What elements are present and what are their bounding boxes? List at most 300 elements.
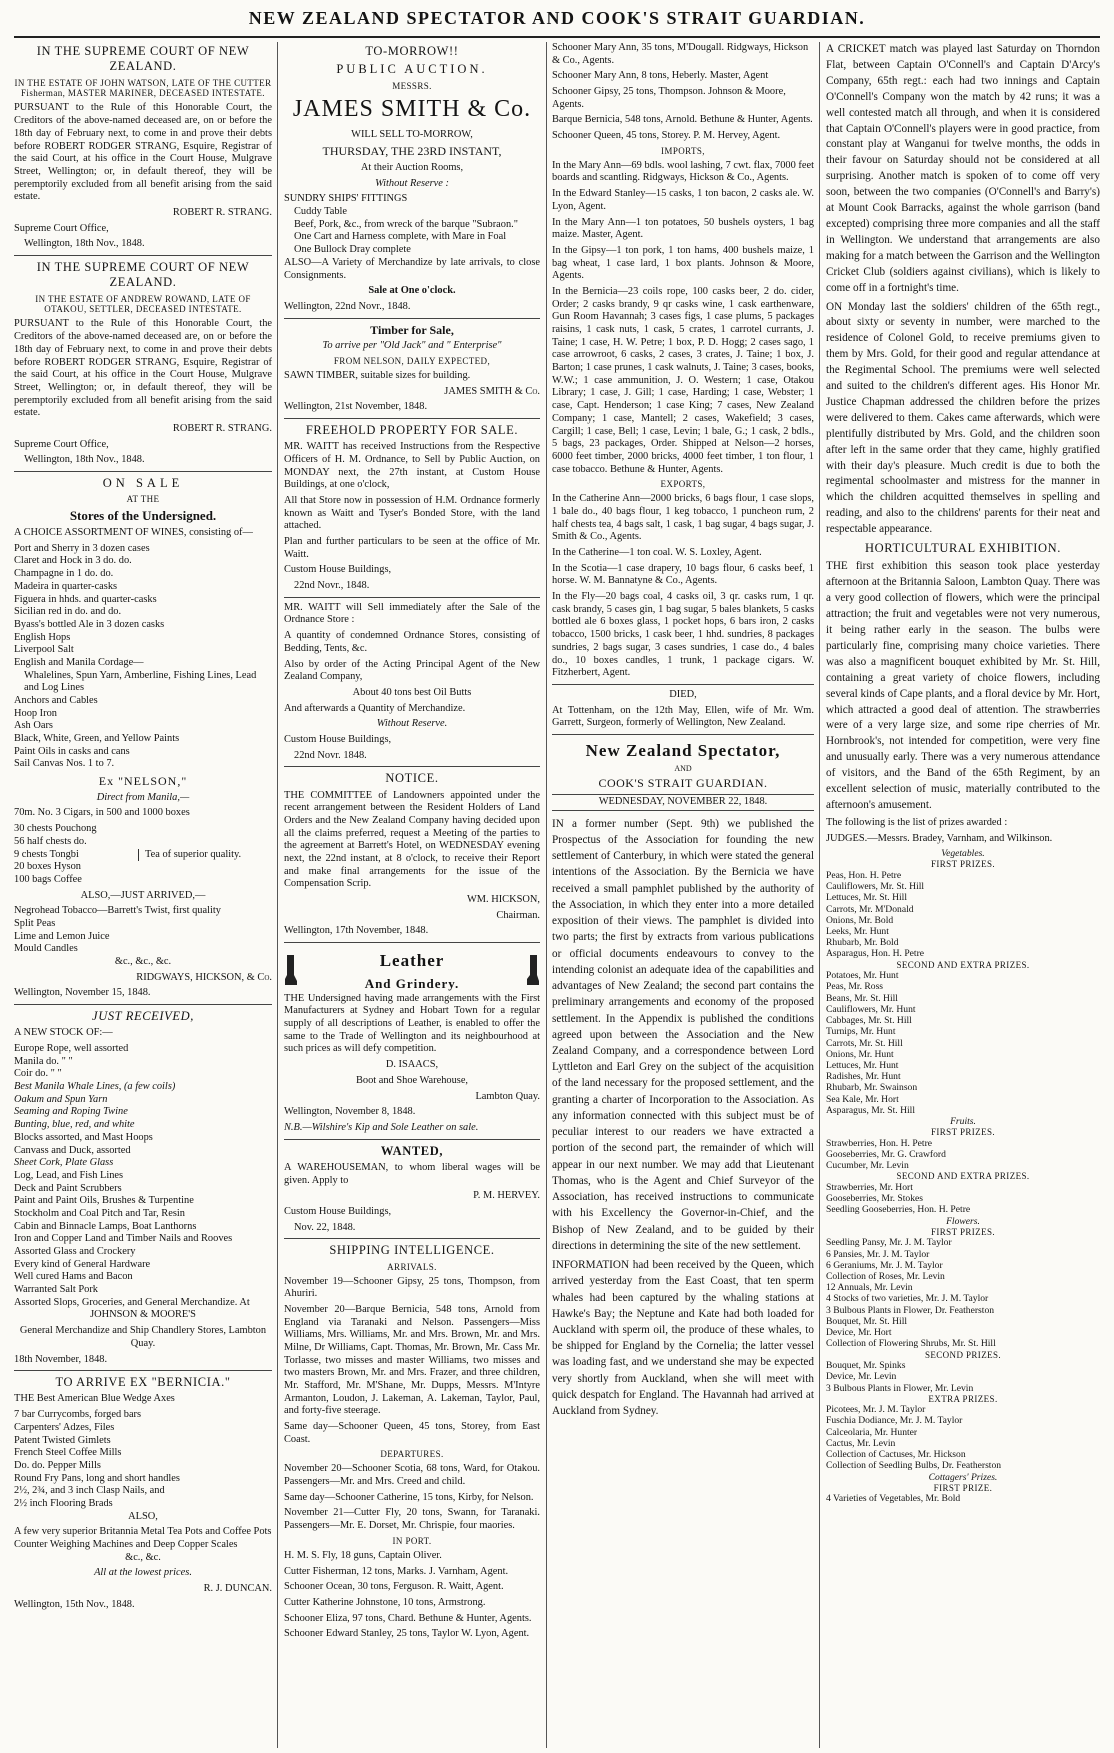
advert-heading: Leather [379, 951, 445, 971]
paper-title: New Zealand Spectator, [585, 740, 781, 760]
advert-office: Custom House Buildings, [284, 1205, 392, 1217]
advert-date: 22nd Novr. 1848. [294, 749, 367, 761]
prize-item: Beans, Mr. St. Hill [826, 992, 898, 1004]
also-line: ALSO, [128, 1510, 158, 1522]
inport-item: H. M. S. Fly, 18 guns, Captain Oliver. [284, 1549, 442, 1561]
advert-signature: R. J. DUNCAN. [203, 1583, 272, 1595]
shipping-intelligence [284, 1243, 540, 1641]
prize-item: Collection of Flowering Shrubs, Mr. St. Hill [826, 1338, 996, 1350]
import-item: In the Mary Ann—1 ton potatoes, 50 bushels oysters, 1 bag maize. Master, Agent. [552, 216, 814, 241]
prize-item: Gooseberries, Mr. Stokes [826, 1193, 923, 1205]
prize-item: 4 Varieties of Vegetables, Mr. Bold [826, 1493, 961, 1505]
court-notice-watson [14, 44, 272, 251]
list-item: Paint Oils in casks and cans [14, 745, 130, 757]
departures-heading: DEPARTURES. [380, 1449, 444, 1460]
advert-date: Wellington, November 8, 1848. [284, 1106, 416, 1118]
advert-date: 22nd Novr., 1848. [294, 580, 370, 592]
list-item: Do. do. Pepper Mills [14, 1459, 101, 1471]
list-item: Coir do. " " [14, 1068, 62, 1080]
column-divider [546, 42, 547, 1748]
prize-category: Cottagers' Prizes. [928, 1471, 998, 1483]
died-notice: At Tottenham, on the 12th May, Ellen, wife of Mr. Wm. Garrett, Surgeon, formerly of Wellington, New Zealand. [552, 704, 814, 729]
list-item: Black, White, Green, and Yellow Paints [14, 733, 180, 745]
prize-item: Carrots, Mr. M'Donald [826, 903, 914, 915]
prize-category: Fruits. [950, 1116, 976, 1128]
column-divider [819, 42, 820, 1748]
prize-item: Bouquet, Mr. St. Hill [826, 1315, 908, 1327]
list-item: Anchors and Cables [14, 695, 98, 707]
list-item: Whalelines, Spun Yarn, Amberline, Fishing Lines, Lead and Log Lines [24, 669, 257, 694]
notice-heading: IN THE SUPREME COURT OF NEW ZEALAND. [36, 260, 250, 290]
list-item: Assorted Slops, Groceries, and General Merchandize. At [14, 1296, 250, 1308]
exports-list [552, 493, 814, 680]
list-item: Iron and Copper Land and Timber Nails and Rooves [14, 1233, 233, 1245]
advert-body: Also by order of the Acting Principal Agent of the New Zealand Company, [284, 658, 540, 683]
divider [552, 734, 814, 735]
imports-heading: IMPORTS, [661, 145, 705, 156]
prize-item: Strawberries, Mr. Hort [826, 1181, 913, 1193]
ex-nelson: Ex "NELSON," [98, 774, 188, 789]
prize-item: 6 Geraniums, Mr. J. M. Taylor [826, 1259, 943, 1271]
divider [284, 1139, 540, 1140]
on-sale-advert [14, 476, 272, 1000]
divider [14, 255, 272, 256]
etc-line: &c., &c. [125, 1551, 161, 1563]
advert-stores: Stores of the Undersigned. [69, 508, 217, 524]
waitt-advert [284, 602, 540, 763]
advert-body: A WAREHOUSEMAN, to whom liberal wages will be given. Apply to [284, 1161, 540, 1186]
import-item: In the Bernicia—23 coils rope, 100 casks beer, 2 do. cider, Order; 2 casks brandy, 9 qr casks wine, 1 cask earthenware, Gun Room Havannah; 3 cases figs, 1 case plums, 5 packages raisins, 1 cask nuts, 1 cask, 5 crates, 1 carrotel currants, J. Taine; 1 case, H. W. Petre; 1 box, P. D. Hogg; 2 cases sago, 1 case arrowroot, 6 casks, 2 cases, 3 crates, J. Taine; 1 box, J. Barton; 1 case prunes, 1 cask walnuts, J. Taine; 3 cases, books, W.W.; 1 case ammunition, J. O. Western; 1 case, Otakou Library; 1 case, J. Gill; 1 case, Harding; 1 case, Webster; 1 case, Capt. Henderson; 1 case King; 7 cases, New Zealand Company; 1 case, Mantell; 2 cases, Wakefield; 3 cases, Cargill; 1 case, Bell; 1 case, Levin; 1 bale, G.; 1 cask, 2 bdls., 5 bags, 23 packages, Order. Shipped at Nelson—2 horses, 6000 feet timber, 2000 bricks, 4000 feet timber, 1 ton flour, 1 case tobacco. Bethune & Hunter, Agents. [552, 285, 814, 475]
list-item: Cabin and Binnacle Lamps, Boat Lanthorns [14, 1220, 197, 1232]
notice-office: Supreme Court Office, [14, 222, 109, 234]
prize-item: 3 Bulbous Plants in Flower, Mr. Levin [826, 1382, 974, 1394]
tea-note: Tea of superior quality. [138, 849, 245, 862]
inport-item: Schooner Queen, 45 tons, Storey. P. M. Hervey, Agent. [552, 130, 781, 142]
advert-office: Custom House Buildings, [284, 564, 392, 576]
list-item: 20 boxes Hyson [14, 861, 81, 873]
sale-time: Sale at One o'clock. [368, 285, 456, 297]
list-item: French Steel Coffee Mills [14, 1447, 122, 1459]
list-item: Round Fry Pans, long and short handles [14, 1472, 180, 1484]
inport-item: Schooner Edward Stanley, 25 tons, Taylor W. Lyon, Agent. [284, 1628, 530, 1640]
notice-body: PURSUANT to the Rule of this Honorable Court, the Creditors of the above-named deceased are, on or before the 18th day of February next, to come in and prove their debts before ROBERT RODGER STRANG, Esquire, Registrar of the said Court, at his office in the Court House, Mulgrave Street, Wellington; or, in default thereof, they will be peremptorily excluded from all benefit arising from the said estate. [14, 102, 272, 203]
prize-item: Gooseberries, Mr. G. Crawford [826, 1149, 946, 1161]
advert-date: Wellington, 15th Nov., 1848. [14, 1598, 135, 1610]
paper-subtitle: COOK'S STRAIT GUARDIAN. [598, 776, 768, 791]
notice-body: PURSUANT to the Rule of this Honorable Court, the Creditors of the above-named deceased are, on or before the 18th day of February next, to come in and prove their debts before ROBERT RODGER STRANG, Esquire, Registrar of the said Court, at his office in the Court House, Mulgrave Street, Wellington; or, in default thereof, they will be peremptorily excluded from all benefit arising from the said estate. [14, 318, 272, 419]
advert-subheading: PUBLIC AUCTION. [336, 62, 488, 77]
auction-place: At their Auction Rooms, [360, 162, 464, 174]
notice-date: Wellington, 18th Nov., 1848. [24, 238, 145, 250]
advert-date: Wellington, 22nd Novr., 1848. [284, 300, 411, 312]
list-item: Log, Lead, and Fish Lines [14, 1169, 124, 1181]
advert-body: MR. WAITT will Sell immediately after the Sale of the Ordnance Store : [284, 601, 540, 626]
etc-line: &c., &c., &c. [114, 956, 172, 968]
advert-heading: FREEHOLD PROPERTY FOR SALE. [305, 422, 519, 437]
advert-date: Nov. 22, 1848. [294, 1221, 356, 1233]
list-item: Canvass and Duck, assorted [14, 1144, 131, 1156]
prize-class: SECOND AND EXTRA PRIZES. [896, 1171, 1030, 1182]
list-item: Split Peas [14, 917, 56, 929]
tea-list [14, 823, 134, 886]
inport-heading: IN PORT. [392, 1535, 432, 1546]
will-sell: WILL SELL TO-MORROW, [351, 128, 473, 140]
inport-item: Cutter Fisherman, 12 tons, Marks. J. Varnham, Agent. [284, 1565, 509, 1577]
firm-name: JAMES SMITH & Co. [292, 96, 532, 123]
column-divider [277, 42, 278, 1748]
prize-item: Strawberries, Hon. H. Petre [826, 1137, 933, 1149]
list-item: 2½ inch Flooring Brads [14, 1497, 113, 1509]
column-2 [284, 42, 540, 1748]
advert-heading: TO-MORROW!! [365, 44, 459, 58]
advert-heading: Timber for Sale, [370, 322, 454, 337]
prize-item: Cabbages, Mr. St. Hill [826, 1015, 912, 1027]
list-item: Best Manila Whale Lines, (a few coils) [14, 1081, 176, 1093]
list-item: Seaming and Roping Twine [14, 1106, 128, 1118]
prize-category: Flowers. [946, 1215, 980, 1227]
divider [14, 471, 272, 472]
prize-item: Radishes, Mr. Hunt [826, 1071, 901, 1083]
prize-item: Cauliflowers, Mr. St. Hill [826, 881, 925, 893]
prize-item: Leeks, Mr. Hunt [826, 926, 889, 938]
divider [284, 766, 540, 767]
divider [284, 942, 540, 943]
import-item: In the Mary Ann—69 bdls. wool lashing, 7 cwt. flax, 7000 feet boards and scantling. Ridgways, Hickson & Co., Agents. [552, 159, 814, 184]
cricket-report: A CRICKET match was played last Saturday on Thorndon Flat, between Captain O'Connell's and Captain D'Arcy's Company, 65th regt.: each had two innings and Captain O'Connell's Company won the match by 42 runs; it was a well contested match all through, and when it is considered that Captain O'Connell's players were in good practice, from constant play at Wanganui for twelve months, the odds in their favour on Saturday should not be considered at all surprising. Another match is spoken of to come off very soon, between the two companies (O'Connell's and Barry's) at Mount Cook Barracks, against the whole garrison (band excepted) comprising three more companies and all the staff in Wellington. We understand that arrangements are also making for a match between the Garrison and the Wellington Cricket Club (soldiers against civilians), which is likely to come off in a fortnight's time. [826, 43, 1100, 294]
prize-item: Onions, Mr. Bold [826, 914, 894, 926]
court-notice-rowand [14, 260, 272, 467]
prize-class: FIRST PRIZES. [930, 1127, 996, 1138]
list-item: English Hops [14, 631, 71, 643]
divider [284, 597, 540, 598]
leather-titles [365, 947, 460, 993]
list-item: Cuddy Table [294, 206, 348, 218]
list-item: Europe Rope, well assorted [14, 1043, 129, 1055]
prize-item: Seedling Gooseberries, Hon. H. Petre [826, 1204, 971, 1216]
leather-advert [284, 947, 540, 1134]
prize-class: SECOND PRIZES. [924, 1349, 1002, 1360]
divider [284, 318, 540, 319]
advert-firm: Boot and Shoe Warehouse, [355, 1074, 469, 1086]
prize-item: Rhubarb, Mr. Bold [826, 937, 899, 949]
advert-body: MR. WAITT has received Instructions from the Respective Officers of H. M. Ordnance, to Sell by Public Auction, on MONDAY next, the 27th instant, at Custom House Buildings, at one o'clock, [284, 441, 540, 491]
section-heading: SHIPPING INTELLIGENCE. [329, 1243, 495, 1258]
list-item: Claret and Hock in 3 do. do. [14, 555, 132, 567]
list-item: Stockholm and Coal Pitch and Tar, Resin [14, 1207, 185, 1219]
export-item: In the Scotia—1 case drapery, 10 bags flour, 6 casks beef, 1 horse. W. M. Bannatyne & Co., Agents. [552, 562, 814, 587]
editorial-canterbury: IN a former number (Sept. 9th) we published the Prospectus of the Association for founding the new settlement of Canterbury, in which were stated the general intentions of the Association. By the Bernicia we have received a small pamphlet published by the authority of the Association, in which they enter into a more detailed exposition of their views. The pamphlet is divided into two parts; the first by extracts from various publications or official documents endeavours to convey to the intending colonist an adequate idea of the capabilities and advantages of New Zealand; the second part contains the preliminary arrangements and economy of the proposed settlement. In the Appendix is published the conditions agreed upon between the Association and the New Zealand Company, and a correspondence between Lord Lyttleton and Earl Grey on the subject of the acquisition of the land necessary for the proposed settlement, and the granting a charter of Incorporation to the Association. As any information connected with this subject must be of peculiar interest to our readers we have extracted a portion of the second part, the remainder of which will appear in our next number. We may add that Lieutenant Thomas, who is the Agent and Chief Surveyor of the Association, has received instructions to communicate with his Excellency the Governor-in-Chief, and the Bishop of New Zealand, and to be guided by their directions in determining the site of the new settlement. [552, 817, 814, 1252]
imports-list [552, 160, 814, 477]
prize-item: Sea Kale, Mr. Hort [826, 1093, 899, 1105]
judges-line: JUDGES.—Messrs. Bradey, Varnham, and Wilkinson. [826, 832, 1053, 844]
masthead-rule [14, 36, 1100, 38]
timber-advert [284, 323, 540, 414]
prize-category: Vegetables. [941, 848, 985, 860]
column-1 [14, 42, 272, 1748]
prize-item: 12 Annuals, Mr. Levin [826, 1282, 913, 1294]
wanted-advert [284, 1144, 540, 1235]
prize-intro: The following is the list of prizes awarded : [826, 816, 1008, 828]
leather-header [284, 947, 540, 993]
inport-item: Schooner Ocean, 30 tons, Ferguson. R. Waitt, Agent. [284, 1581, 504, 1593]
advert-signature: P. M. HERVEY. [473, 1190, 540, 1202]
arrival-item: November 19—Schooner Gipsy, 25 tons, Thompson, from Ahuriri. [284, 1275, 540, 1300]
list-item: Port and Sherry in 3 dozen cases [14, 542, 150, 554]
advert-intro: A NEW STOCK OF:— [14, 1027, 113, 1039]
divider [552, 684, 814, 685]
prize-item: Asparagus, Hon. H. Petre [826, 948, 925, 960]
messrs-line: MESSRS. [392, 80, 432, 91]
advert-body: All that Store now in possession of H.M. Ordnance formerly known as Waitt and Tyser's Bonded Store, with the land attached. [284, 494, 540, 532]
divider [284, 418, 540, 419]
timber-arrive: To arrive per "Old Jack" and " Enterprise" [322, 340, 502, 352]
prize-class: FIRST PRIZE. [933, 1482, 993, 1493]
paper-and: AND [674, 763, 692, 773]
advert-body: A quantity of condemned Ordnance Stores, consisting of Bedding, Tents, &c. [284, 630, 540, 654]
cottager-list [826, 1493, 1100, 1504]
advert-intro: A CHOICE ASSORTMENT OF WINES, consisting of— [14, 527, 253, 539]
list-item: 2½, 2¾, and 3 inch Clasp Nails, and [14, 1485, 165, 1497]
inport-item: Cutter Katherine Johnstone, 10 tons, Armstrong. [284, 1596, 486, 1608]
list-item: Mould Candles [14, 943, 78, 955]
notice-heading: NOTICE. [385, 771, 439, 786]
advert-heading: WANTED, [380, 1143, 444, 1158]
cigars-line: 70m. No. 3 Cigars, in 500 and 1000 boxes [14, 807, 190, 819]
advert-signature: D. ISAACS, [385, 1059, 439, 1071]
list-item: Beef, Pork, &c., from wreck of the barque "Subraon." [294, 218, 519, 230]
timber-from: FROM NELSON, DAILY EXPECTED, [333, 355, 491, 366]
paper-dateline: WEDNESDAY, NOVEMBER 22, 1848. [552, 794, 814, 811]
list-item: Liverpool Salt [14, 644, 74, 656]
inport-item: Schooner Mary Ann, 35 tons, M'Dougall. Ridgways, Hickson & Co., Agents. [552, 42, 809, 66]
prize-item: Peas, Mr. Ross [826, 981, 884, 993]
divider [14, 1004, 272, 1005]
advert-date: Wellington, November 15, 1848. [14, 987, 151, 999]
list-item: Byass's bottled Ale in 3 dozen casks [14, 618, 165, 630]
prize-item: Cactus, Mr. Levin [826, 1437, 896, 1449]
prize-item: 4 Stocks of two varieties, Mr. J. M. Taylor [826, 1293, 989, 1305]
list-item: Paint and Paint Oils, Brushes & Turpentine [14, 1195, 194, 1207]
advert-reserve: Without Reserve. [376, 718, 448, 730]
prize-item: Bouquet, Mr. Spinks [826, 1360, 906, 1372]
editorial-whales: INFORMATION had been received by the Queen, which arrived yesterday from the East Coast, that ten sperm whales had been captured by the whaling stations at Hawke's Bay; the Neptune and Kate had both loaded for Auckland with sperm oil, the produce of these whales, to be shipped for England by the Cornelia; the latter vessel was loading fast, and we understand she may be expected very shortly from Auckland, when she will meet with quick despatch for England. The Havannah had arrived at Auckland from Sydney. [552, 1259, 814, 1418]
advert-intro: THE Best American Blue Wedge Axes [14, 1393, 175, 1405]
auction-also: ALSO—A Variety of Merchandize by late arrivals, to close Consignments. [284, 256, 540, 281]
bernicia-also-list [14, 1526, 272, 1551]
advert-body: And afterwards a Quantity of Merchandize. [284, 702, 466, 714]
list-item: Manila do. " " [14, 1055, 73, 1067]
advert-body: THE Undersigned having made arrangements with the First Manufacturers at Sydney and Hobart Town for a regular supply of all descriptions of Leather, is enabled to offer the same to the Trade of Wellington and its neighbourhood at such prices as will defy competition. [284, 992, 540, 1055]
bernicia-list [14, 1409, 272, 1511]
direct-from: Direct from Manila,— [96, 791, 190, 803]
arrival-item: Same day—Schooner Queen, 45 tons, Storey, from East Coast. [284, 1421, 540, 1445]
advert-office: Custom House Buildings, [284, 733, 392, 745]
list-item: Bunting, blue, red, and white [14, 1119, 135, 1131]
notice-heading: IN THE SUPREME COURT OF NEW ZEALAND. [36, 44, 250, 74]
prize-list [826, 848, 1100, 1504]
inport-item: Barque Bernicia, 548 tons, Arnold. Bethune & Hunter, Agents. [552, 114, 813, 126]
inport-item: Schooner Mary Ann, 8 tons, Heberly. Master, Agent [552, 70, 769, 82]
tea-block [14, 823, 272, 886]
advert-body: Plan and further particulars to be seen at the office of Mr. Waitt. [284, 536, 540, 560]
auction-list [284, 193, 540, 256]
advert-body: About 40 tons best Oil Butts [352, 686, 472, 698]
advert-date: Wellington, 21st November, 1848. [284, 401, 428, 413]
departure-item: November 21—Cutter Fly, 20 tons, Swann, for Taranaki. Passengers—Mr. E. Dorset, Mr. Chrispie, four maories. [284, 1507, 540, 1532]
list-item: One Cart and Harness complete, with Mare in Foal [294, 231, 507, 243]
export-item: In the Catherine Ann—2000 bricks, 6 bags flour, 1 case slops, 1 bale do., 40 bags flour, 1 keg tobacco, 1 puncheon rum, 2 half chests tea, 4 bags salt, 1 cask, 1 bag sugar, 4 bags sugar, J. Smith & Co., Agents. [552, 493, 814, 543]
list-item: 7 bar Currycombs, forged bars [14, 1409, 142, 1421]
import-item: In the Gipsy—1 ton pork, 1 ton hams, 400 bushels maize, 1 bag wheat, 1 case lard, 1 box plants. Johnson & Moore, Agents. [552, 244, 814, 282]
advert-signature: JAMES SMITH & Co. [444, 385, 540, 397]
freehold-advert [284, 423, 540, 593]
list-item: Ash Oars [14, 720, 53, 732]
advert-firm-detail: General Merchandize and Ship Chandlery Stores, Lambton Quay. [19, 1325, 267, 1349]
prize-item: Peas, Hon. H. Petre [826, 869, 902, 881]
paper-nameplate [552, 741, 814, 811]
flower-second-list [826, 1360, 1100, 1394]
list-item: Patent Twisted Gimlets [14, 1434, 111, 1446]
list-item: Carpenters' Adzes, Files [14, 1421, 115, 1433]
flower-first-list [826, 1237, 1100, 1349]
fruit-second-list [826, 1182, 1100, 1216]
notice-date: Wellington, 17th November, 1848. [284, 925, 429, 937]
notice-signature: ROBERT R. STRANG. [172, 206, 272, 218]
list-item: 56 half chests do. [14, 835, 87, 847]
list-item: Sail Canvas Nos. 1 to 7. [14, 758, 115, 770]
advert-heading: ON SALE [102, 476, 184, 490]
import-item: In the Edward Stanley—15 casks, 1 ton bacon, 2 casks ale. W. Lyon, Agent. [552, 188, 814, 212]
notice-signature: WM. HICKSON, [466, 894, 540, 906]
list-item: 100 bags Coffee [14, 873, 82, 885]
advert-subheading: AT THE [126, 494, 160, 505]
prize-item: Picotees, Mr. J. M. Taylor [826, 1404, 926, 1416]
list-item: 9 chests Tongbi [14, 848, 79, 860]
list-item: 30 chests Pouchong [14, 823, 97, 835]
bernicia-advert [14, 1375, 272, 1611]
also-arrived: ALSO,—JUST ARRIVED,— [80, 889, 206, 901]
veg-second-list [826, 970, 1100, 1116]
horticultural-report: THE first exhibition this season took place yesterday afternoon at the Britannia Saloon, Lambton Quay. There was a very good collection of flowers, which were the principal attraction; the fruit and vegetables were not very numerous, it being rather early in the season. The bulbs were particularly fine, comprising many choice varieties. There was also a magnificent bouquet exhibited by Mr. St. Hill, containing a great variety of choice flowers, including several kinds of Cape plants, and a floral device by Mr. Hort, which attracted a good deal of attention. The strawberries were of a very large size, and some ripe cherries of Mr. Hornbrook's, not intended for competition, were very fine and unusually early. There was a very numerous attendance of visitors, and the Band of the 65th Regiment, by an excellent selection of music, materially contributed to the afternoon's amusement. [826, 560, 1100, 811]
auction-reserve: Without Reserve : [375, 177, 449, 189]
prize-item: Cucumber, Mr. Levin [826, 1160, 909, 1172]
prize-item: Calceolaria, Mr. Hunter [826, 1426, 918, 1438]
veg-first-list [826, 870, 1100, 960]
list-item: Every kind of General Hardware [14, 1258, 151, 1270]
horticultural-heading: HORTICULTURAL EXHIBITION. [865, 541, 1061, 556]
prize-item: Onions, Mr. Hunt [826, 1048, 894, 1060]
advert-body: SAWN TIMBER, suitable sizes for building. [284, 369, 471, 381]
list-item: Champagne in 1 do. do. [14, 568, 114, 580]
boot-icon [526, 953, 540, 987]
advert-heading: TO ARRIVE EX "BERNICIA." [55, 1375, 231, 1390]
prize-item: Device, Mr. Levin [826, 1371, 897, 1383]
departure-item: November 20—Schooner Scotia, 68 tons, Ward, for Otakou. Passengers—Mr. and Mrs. Creed and child. [284, 1463, 540, 1488]
advert-place: Lambton Quay. [475, 1090, 540, 1102]
inport-item: Schooner Gipsy, 25 tons, Thompson. Johnson & Moore, Agents. [552, 86, 786, 110]
notice-signature: ROBERT R. STRANG. [172, 422, 272, 434]
just-received-advert [14, 1009, 272, 1366]
list-item: A few very superior Britannia Metal Tea Pots and Coffee Pots [14, 1526, 272, 1538]
boot-icon [284, 953, 298, 987]
export-item: In the Fly—20 bags coal, 4 casks oil, 3 qr. casks rum, 1 qr. cask brandy, 5 cases gin, 1 bag sugar, 5 bales blankets, 5 casks bottled ale 6 boxes glass, 1 pocket hops, 6 bars iron, 2 casks tobacco, 1500 bricks, 1 cask beer, 1 hhd. sundries, 8 packages sundries, 2 bags sugar, 3 cases sundries, 1 case do., 4 bales do., 10 boxes candles, 1 trunk, 1 package cigars. W. Fitzherbert, Agent. [552, 591, 814, 679]
lowest-prices: All at the lowest prices. [94, 1567, 192, 1579]
notice-role: Chairman. [496, 909, 540, 921]
list-item: Assorted Glass and Crockery [14, 1246, 136, 1258]
list-item: SUNDRY SHIPS' FITTINGS [284, 193, 408, 205]
column-4 [826, 42, 1100, 1748]
notice-office: Supreme Court Office, [14, 438, 109, 450]
export-item: In the Catherine—1 ton coal. W. S. Loxley, Agent. [552, 547, 762, 558]
prize-item: Rhubarb, Mr. Swainson [826, 1082, 918, 1094]
advert-date: 18th November, 1848. [14, 1353, 108, 1365]
column-3 [552, 42, 814, 1748]
list-item: Hoop Iron [14, 707, 57, 719]
died-heading: DIED, [669, 688, 697, 700]
masthead: NEW ZEALAND SPECTATOR AND COOK'S STRAIT GUARDIAN. [248, 8, 866, 28]
fruit-first-list [826, 1138, 1100, 1172]
auction-day: THURSDAY, THE 23RD INSTANT, [322, 144, 502, 159]
list-item: Counter Weighing Machines and Deep Copper Scales [14, 1539, 238, 1551]
prize-item: Fuschia Dodiance, Mr. J. M. Taylor [826, 1415, 963, 1427]
list-item: Figuera in hhds. and quarter-casks [14, 593, 157, 605]
list-item: Blocks assorted, and Mast Hoops [14, 1131, 153, 1143]
prize-class: FIRST PRIZES. [930, 1226, 996, 1237]
estate-line: IN THE ESTATE OF JOHN WATSON, LATE OF THE CUTTER Fisherman, MASTER MARINER, DECEASED INTESTATE. [14, 77, 272, 99]
children-report: ON Monday last the soldiers' children of the 65th regt., about sixty or seventy in number, were marched to the residence of Colonel Gold, to receive premiums given to them by Mrs. Gold, for their good and regular attendance at the Regimental School. The premiums were well selected and suited to the children's different ages. His Honor Mr. Justice Chapman addressed the children before the prizes were delivered to them. Cakes came afterwards, which were plentifully distributed by Mrs. Gold, and the children soon after left in the same order that they came, highly gratified with their day's pleasure. Much credit is due to both the regimental schoolmaster and mistress for the manner in which the children acquitted themselves in spelling and reading, and also to the childrens' parents for their neat and respectable appearance. [826, 300, 1100, 536]
prize-class: EXTRA PRIZES. [928, 1393, 998, 1404]
auction-advert [284, 44, 540, 314]
advert-nb: N.B.—Wilshire's Kip and Sole Leather on sale. [284, 1121, 479, 1133]
advert-heading: JUST RECEIVED, [92, 1009, 194, 1024]
notice-body: THE COMMITTEE of Landowners appointed under the recent arrangement between the Resident Holders of Land Orders and the New Zealand Company having decided upon all the claims preferred, request a Meeting of the parties to the agreement at Barrett's Hotel, on WEDNESDAY evening next, the 22nd instant, at 8 o'clock, to receive their Report and make final arrangements for the issue of the Compensation Scrip. [284, 789, 540, 890]
list-item: Deck and Paint Scrubbers [14, 1182, 122, 1194]
list-item: Sicilian red in do. and do. [14, 606, 122, 618]
arrived-list [14, 905, 272, 956]
notice-date: Wellington, 18th Nov., 1848. [24, 454, 145, 466]
list-item: English and Manila Cordage— [14, 656, 144, 668]
prize-item: 3 Bulbous Plants in Flower, Dr. Featherston [826, 1304, 995, 1316]
prize-item: Cauliflowers, Mr. Hunt [826, 1003, 916, 1015]
list-item: Well cured Hams and Bacon [14, 1271, 133, 1283]
list-item: Madeira in quarter-casks [14, 580, 118, 592]
arrivals-heading: ARRIVALS. [387, 1261, 437, 1272]
prize-item: Lettuces, Mr. St. Hill [826, 892, 908, 904]
list-item: One Bullock Dray complete [294, 244, 411, 256]
wine-list [14, 543, 272, 771]
advert-firm: JOHNSON & MOORE'S [90, 1309, 196, 1321]
prize-item: Lettuces, Mr. Hunt [826, 1059, 899, 1071]
prize-class: SECOND AND EXTRA PRIZES. [896, 959, 1030, 970]
landowners-notice [284, 771, 540, 938]
list-item: Warranted Salt Pork [14, 1284, 98, 1296]
flower-extra-list [826, 1404, 1100, 1471]
departure-item: Same day—Schooner Catherine, 15 tons, Kirby, for Nelson. [284, 1491, 534, 1503]
estate-line: IN THE ESTATE OF ANDREW ROWAND, LATE OF OTAKOU, SETTLER, DECEASED INTESTATE. [35, 293, 251, 315]
divider [14, 1370, 272, 1371]
prize-item: Collection of Cactuses, Mr. Hickson [826, 1449, 966, 1461]
advert-subheading: And Grindery. [364, 975, 460, 991]
advert-firm: RIDGWAYS, HICKSON, & Co. [136, 971, 272, 983]
divider [284, 1238, 540, 1239]
prize-item: Collection of Seedling Bulbs, Dr. Featherston [826, 1460, 1002, 1472]
prize-class: FIRST PRIZES. [930, 859, 996, 870]
arrival-item: November 20—Barque Bernicia, 548 tons, Arnold from England via Taranaki and Nelson. Passengers—Miss Williams, Mrs. Williams, Mr. and Mrs. Brown, Mr. and Mrs. Milne, Dr Williams, Capt. Thomas, Mr. Brown, Mr. Cass Mr. Torlasse, two misses and master Williams, two misses and two masters Brown, Mr. and Mrs. Frazer, and three children, Mr. Stafford, Mr. M'Shane, Mr. Dupps, Messrs. M'Intyre Armanton, Loudon, J. Lakeman, A. Lakeman, Taylor, Paul, and forty-five steerage. [284, 1303, 540, 1417]
list-item: Negrohead Tobacco—Barrett's Twist, first quality [14, 905, 221, 917]
prize-item: Seedling Pansy, Mr. J. M. Taylor [826, 1237, 952, 1249]
inport-item: Schooner Eliza, 97 tons, Chard. Bethune & Hunter, Agents. [284, 1612, 532, 1624]
prize-item: Asparagus, Mr. St. Hill [826, 1104, 916, 1116]
